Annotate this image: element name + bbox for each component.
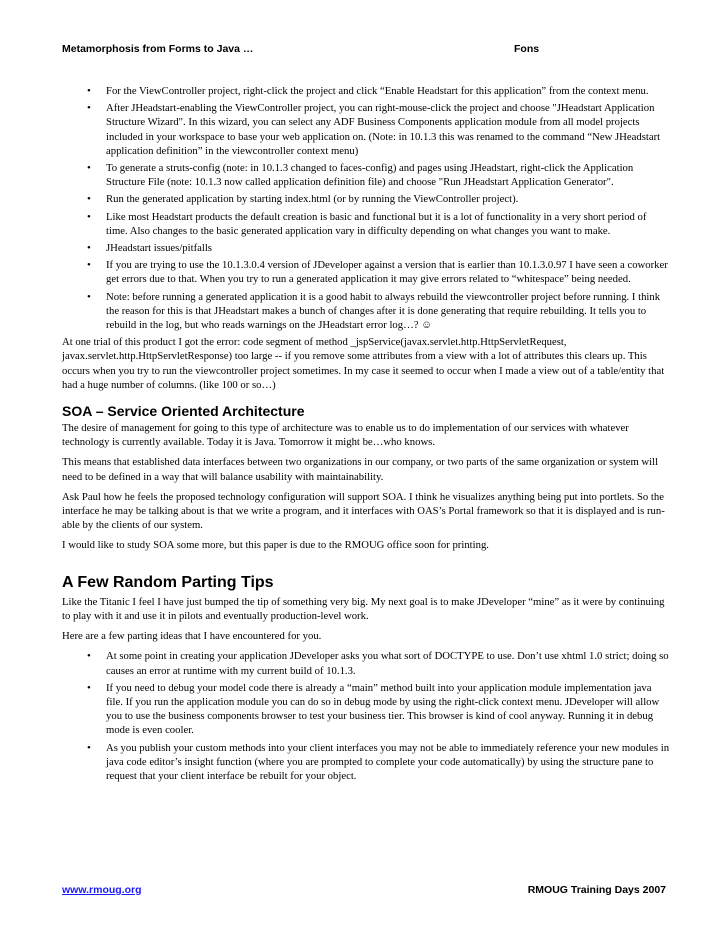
bullet-icon: • xyxy=(87,681,91,694)
soa-paragraph: Ask Paul how he feels the proposed technology configuration will support SOA. I think he visualizes anything being put into portlets. So the interface he may be talking about is that we write a program, and it interfaces with OAS’s Portal framework so that it is displayed and is run-able by the clients of our system. xyxy=(62,490,665,532)
bullet-icon: • xyxy=(87,85,91,97)
list-item xyxy=(62,741,670,784)
bullet-icon: • xyxy=(87,210,91,223)
list-item xyxy=(62,101,670,158)
list-item xyxy=(62,258,670,286)
soa-paragraph: This means that established data interfaces between two organizations in our company, or two parts of the same organization or system will need to be defined in a way that will balance usability with maintainability. xyxy=(62,456,659,483)
jheadstart-steps-list xyxy=(62,84,670,332)
bullet-icon: • xyxy=(87,741,91,754)
bullet-icon: • xyxy=(87,193,91,206)
error-paragraph: At one trial of this product I got the error: code segment of method _jspService(javax.servlet.http.HttpServletRequest, javax.servlet.http.HttpServletResponse) too large -- if you remove some attributes from a view with a lot of attributes this clears up. This occurs when you try to run the viewcontroller project sometimes. In my case it seemed to occur when I made a view out of a table/entity that had a huge number of columns. (like 100 or so…) xyxy=(62,336,665,391)
tips-heading: A Few Random Parting Tips xyxy=(62,573,274,591)
list-item-text: If you are trying to use the 10.1.3.0.4 version of JDeveloper against a version that is earlier than 10.1.3.0.97 I have seen a coworker get errors due to that. When you try to run a generated application it may give errors related to “whitespace” being needed. xyxy=(106,259,668,286)
header-title: Metamorphosis from Forms to Java … xyxy=(62,43,254,55)
header-author: Fons xyxy=(514,43,540,55)
list-item xyxy=(62,161,670,189)
bullet-icon: • xyxy=(87,102,91,115)
soa-heading: SOA – Service Oriented Architecture xyxy=(62,403,305,420)
footer-event: RMOUG Training Days 2007 xyxy=(527,884,666,896)
list-item-text: JHeadstart issues/pitfalls xyxy=(106,242,212,255)
list-item-text: If you need to debug your model code there is already a “main” method built into your application module implementation java file. If you run the application module you can do so in debug mode by using the right-click context menu. JDeveloper will allow you to use the business components browser to test your business tier. This browser is kind of cool anyway. Running it in debug mode is even cooler. xyxy=(106,681,660,737)
list-item-text: For the ViewController project, right-click the project and click “Enable Headstart for this application” from the context menu. xyxy=(106,85,649,97)
list-item-text: As you publish your custom methods into your client interfaces you may not be able to immediately reference your new modules in java code editor’s insight function (where you are prompted to complete your code automatically) by using the structure pane to request that your client interface be rebuilt for your object. xyxy=(106,741,670,782)
bullet-icon: • xyxy=(87,259,91,272)
soa-paragraph: I would like to study SOA some more, but this paper is due to the RMOUG office soon for printing. xyxy=(62,539,489,552)
bullet-icon: • xyxy=(87,162,91,175)
soa-paragraph: The desire of management for going to this type of architecture was to enable us to do implementation of our services with whatever technology is currently available. Today it is Java. Tomorrow it might be…who knows. xyxy=(62,422,629,449)
tips-paragraph: Here are a few parting ideas that I have encountered for you. xyxy=(62,630,322,643)
list-item xyxy=(62,290,670,333)
list-item-text: After JHeadstart-enabling the ViewController project, you can right-mouse-click the project and choose "JHeadstart Application Structure Wizard". In this wizard, you can select any ADF Business Components application module from all model projects included in your workspace to base your web application on. (Note: in 10.1.3 this was renamed to the command “New JHeadstart application definition” in the viewcontroller context menu) xyxy=(106,102,661,157)
list-item xyxy=(62,649,670,677)
page-header xyxy=(62,43,666,59)
footer-link[interactable]: www.rmoug.org xyxy=(62,884,142,896)
list-item xyxy=(62,210,670,238)
bullet-icon: • xyxy=(87,290,91,303)
bullet-icon: • xyxy=(87,650,91,663)
list-item-text: To generate a struts-config (note: in 10.1.3 changed to faces-config) and pages using JHeadstart, right-click the Application Structure File (note: 10.1.3 now called application definition file) and choose "Run JHeadstart Application Generator". xyxy=(106,162,634,189)
list-item xyxy=(62,192,670,206)
list-item-text: At some point in creating your application JDeveloper asks you what sort of DOCTYPE to use. Don’t use xhtml 1.0 strict; doing so causes an error at runtime with my current build of 10.1.3. xyxy=(106,650,669,677)
bullet-icon: • xyxy=(87,242,91,255)
page-body xyxy=(62,84,670,786)
list-item xyxy=(62,681,670,738)
list-item xyxy=(62,241,670,255)
list-item-text: Like most Headstart products the default creation is basic and functional but it is a lot of functionality in a very short period of time. Also changes to the basic generated application vary in difficulty depending on what changes you want to make. xyxy=(106,210,647,237)
page-footer xyxy=(62,884,666,900)
list-item-text: Note: before running a generated application it is a good habit to always rebuild the viewcontroller project before running. I think the reason for this is that JHeadstart makes a bunch of changes after it is done generating that require rebuilding. It tells you to rebuild in the log, but who reads warnings on the JHeadstart error log…? ☺ xyxy=(106,290,661,332)
tips-paragraph: Like the Titanic I feel I have just bumped the tip of something very big. My next goal is to make JDeveloper “mine” as it were by continuing to play with it and use it in pilots and eventually production-level work. xyxy=(62,595,665,622)
tips-list xyxy=(62,649,670,783)
list-item-text: Run the generated application by starting index.html (or by running the ViewController project). xyxy=(106,193,519,206)
list-item xyxy=(62,84,670,98)
